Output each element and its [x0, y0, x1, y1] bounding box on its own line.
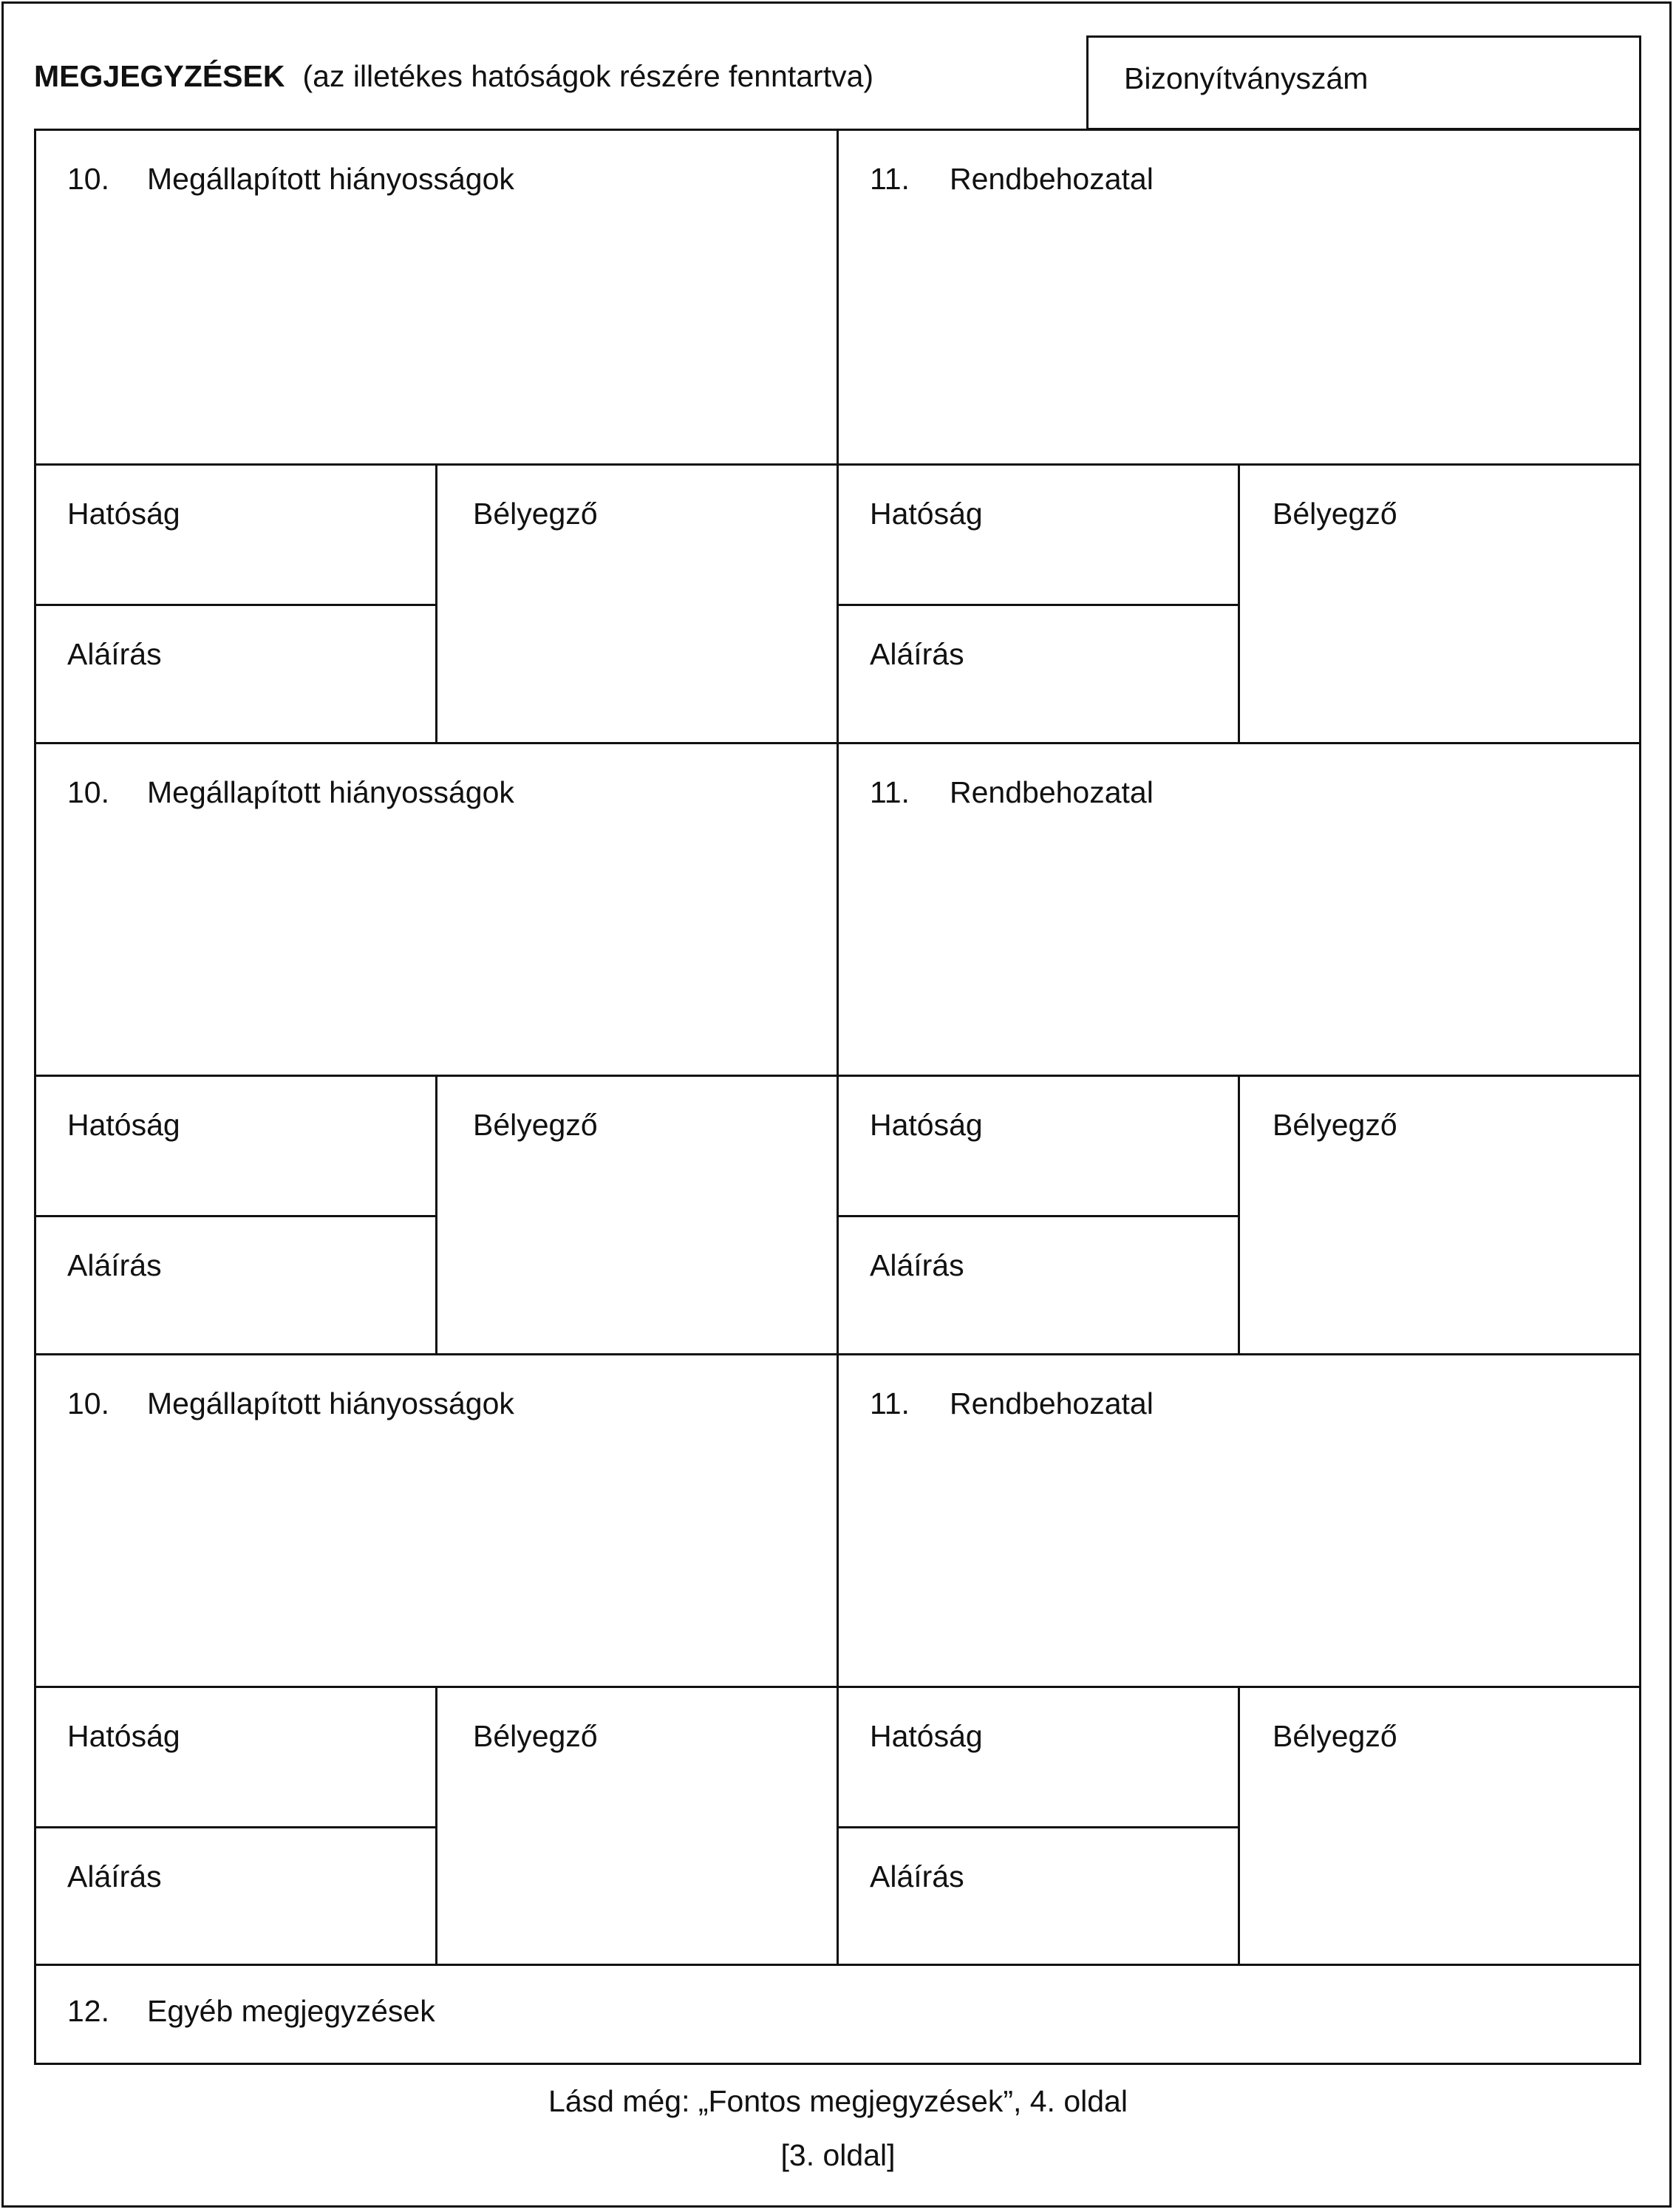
signature-label: Aláírás: [67, 637, 162, 671]
certificate-number-field[interactable]: [1086, 35, 1641, 130]
authority-field[interactable]: [36, 1077, 435, 1215]
signature-field[interactable]: [839, 606, 1238, 744]
signature-field[interactable]: [36, 1217, 435, 1355]
deficiencies-section[interactable]: [36, 131, 837, 463]
page-title: [34, 59, 873, 94]
authority-field[interactable]: [839, 466, 1238, 604]
stamp-field[interactable]: [1240, 1077, 1639, 1355]
signature-label: Aláírás: [67, 1859, 162, 1893]
stamp-field[interactable]: [437, 466, 837, 744]
authority-label: Hatóság: [67, 1108, 180, 1142]
see-also-note: Lásd még: „Fontos megjegyzések”, 4. oldal: [548, 2084, 1128, 2118]
authority-label: Hatóság: [67, 497, 180, 531]
rectification-number: 11.: [870, 1386, 910, 1420]
rectification-label: Rendbehozatal: [950, 775, 1154, 809]
rectification-number: 11.: [870, 775, 910, 809]
page-number: [3. oldal]: [780, 2138, 896, 2172]
rectification-label: Rendbehozatal: [950, 1386, 1154, 1420]
stamp-field[interactable]: [1240, 466, 1639, 744]
signature-label: Aláírás: [67, 1248, 162, 1282]
authority-field[interactable]: [36, 466, 435, 604]
deficiencies-number: 10.: [67, 775, 109, 809]
remarks-grid: [34, 129, 1641, 2065]
stamp-label: Bélyegző: [473, 1108, 598, 1142]
deficiencies-label: Megállapított hiányosságok: [147, 1386, 514, 1420]
deficiencies-number: 10.: [67, 1386, 109, 1420]
rectification-section[interactable]: [839, 1355, 1639, 1686]
stamp-label: Bélyegző: [1273, 1719, 1397, 1753]
signature-field[interactable]: [839, 1217, 1238, 1355]
authority-label: Hatóság: [870, 1108, 983, 1142]
stamp-label: Bélyegző: [473, 1719, 598, 1753]
deficiencies-number: 10.: [67, 162, 109, 196]
authority-label: Hatóság: [870, 1719, 983, 1753]
deficiencies-section[interactable]: [36, 1355, 837, 1686]
rectification-section[interactable]: [839, 744, 1639, 1075]
signature-field[interactable]: [839, 1828, 1238, 1967]
title-bold: MEGJEGYZÉSEK: [34, 59, 285, 93]
authority-field[interactable]: [36, 1688, 435, 1826]
authority-label: Hatóság: [870, 497, 983, 531]
other-remarks-number: 12.: [67, 1994, 109, 2028]
certificate-number-label: Bizonyítványszám: [1124, 61, 1369, 95]
rectification-label: Rendbehozatal: [950, 162, 1154, 196]
authority-field[interactable]: [839, 1688, 1238, 1826]
other-remarks-label: Egyéb megjegyzések: [147, 1994, 435, 2028]
signature-field[interactable]: [36, 1828, 435, 1967]
deficiencies-label: Megállapított hiányosságok: [147, 775, 514, 809]
signature-field[interactable]: [36, 606, 435, 744]
stamp-field[interactable]: [437, 1688, 837, 1964]
deficiencies-section[interactable]: [36, 744, 837, 1075]
signature-label: Aláírás: [870, 1248, 964, 1282]
stamp-field[interactable]: [1240, 1688, 1639, 1964]
other-remarks-section[interactable]: [36, 1966, 1639, 2063]
stamp-label: Bélyegző: [1273, 1108, 1397, 1142]
stamp-label: Bélyegző: [1273, 497, 1397, 531]
signature-label: Aláírás: [870, 1859, 964, 1893]
rectification-section[interactable]: [839, 131, 1639, 463]
authority-field[interactable]: [839, 1077, 1238, 1215]
title-note: (az illetékes hatóságok részére fenntartva): [302, 59, 874, 93]
authority-label: Hatóság: [67, 1719, 180, 1753]
rectification-number: 11.: [870, 162, 910, 196]
stamp-label: Bélyegző: [473, 497, 598, 531]
deficiencies-label: Megállapított hiányosságok: [147, 162, 514, 196]
signature-label: Aláírás: [870, 637, 964, 671]
stamp-field[interactable]: [437, 1077, 837, 1355]
